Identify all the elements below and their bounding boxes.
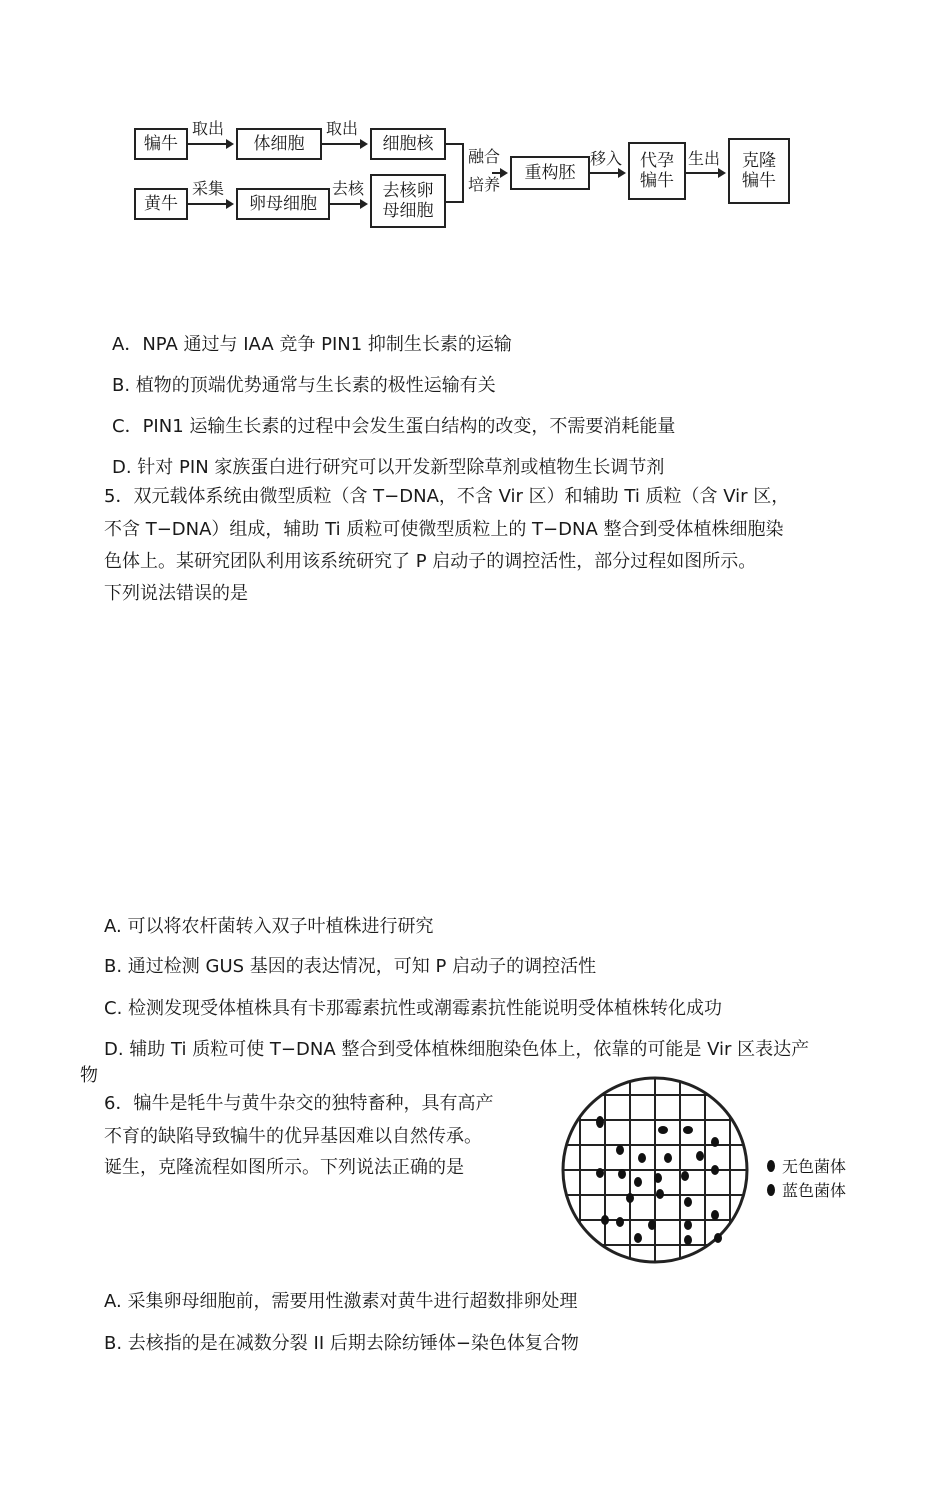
enucleated-oocyte-line2: 母细胞 — [382, 201, 434, 221]
arrow-oocyte-enucleated — [330, 203, 366, 205]
legend-blue-label: 蓝色菌体 — [782, 1181, 847, 1200]
label-culture: 培养 — [468, 175, 501, 194]
q6-stem-line1: 6．犏牛是牦牛与黄牛杂交的独特畜种，具有高产 — [104, 1093, 494, 1114]
q6-option-a: A. 采集卵母细胞前，需要用性激素对黄牛进行超数排卵处理 — [104, 1291, 578, 1312]
q6-option-b: B. 去核指的是在减数分裂 II 后期去除纺锤体−染色体复合物 — [104, 1333, 579, 1354]
merge-line-top — [446, 143, 462, 145]
label-fusion: 融合 — [468, 147, 501, 166]
arrow-surrogate-clone — [686, 172, 724, 174]
box-clone — [728, 138, 790, 204]
q5-stem-line3: 色体上。某研究团队利用该系统研究了 P 启动子的调控活性，部分过程如图所示。 — [104, 551, 757, 572]
clone-line2: 犏牛 — [742, 171, 776, 191]
box-reconstructed-embryo: 重构胚 — [510, 156, 590, 190]
q5-option-d-wrap: 物 — [80, 1065, 98, 1086]
label-take-out-1: 取出 — [192, 119, 225, 138]
q5-stem-line4: 下列说法错误的是 — [104, 583, 248, 604]
q5-option-d: D. 辅助 Ti 质粒可使 T−DNA 整合到受体植株细胞染色体上，依靠的可能是 Vir 区表达产 — [104, 1039, 810, 1060]
enucleated-oocyte-line1: 去核卵 — [382, 181, 434, 201]
q4-option-d: D. 针对 PIN 家族蛋白进行研究可以开发新型除草剂或植物生长调节剂 — [112, 457, 665, 478]
box-enucleated-oocyte — [370, 174, 446, 228]
merge-line-bottom — [446, 201, 462, 203]
q4-option-c: C．PIN1 运输生长素的过程中会发生蛋白结构的改变，不需要消耗能量 — [112, 416, 676, 437]
label-collect: 采集 — [192, 179, 225, 198]
q5-stem-line1: 5．双元载体系统由微型质粒（含 T−DNA，不含 Vir 区）和辅助 Ti 质粒（含 Vir 区， — [104, 486, 790, 507]
q6-stem-line3: 诞生，克隆流程如图所示。下列说法正确的是 — [104, 1157, 464, 1178]
legend-colorless-marker — [767, 1160, 775, 1172]
surrogate-line2: 犏牛 — [640, 171, 674, 191]
legend-blue-marker — [767, 1184, 775, 1196]
q4-option-a: A．NPA 通过与 IAA 竞争 PIN1 抑制生长素的运输 — [112, 334, 512, 355]
label-transfer: 移入 — [590, 149, 623, 168]
cloning-flowchart — [120, 112, 800, 252]
surrogate-line1: 代孕 — [640, 151, 674, 171]
q5-option-b: B. 通过检测 GUS 基因的表达情况，可知 P 启动子的调控活性 — [104, 956, 597, 977]
box-somatic-cell: 体细胞 — [236, 128, 322, 160]
q6-stem-line2: 不育的缺陷导致犏牛的优异基因难以自然传承。 — [104, 1126, 482, 1147]
arrow-somatic-nucleus — [322, 143, 366, 145]
arrow-fusion-embryo — [492, 172, 506, 174]
arrow-cattle-oocyte — [188, 203, 232, 205]
merge-line-vertical — [462, 143, 464, 203]
q5-stem-line2: 不含 T−DNA）组成，辅助 Ti 质粒可使微型质粒上的 T−DNA 整合到受体植株细胞染 — [104, 519, 784, 540]
q4-option-b: B. 植物的顶端优势通常与生长素的极性运输有关 — [112, 375, 496, 396]
box-yak: 犏牛 — [134, 128, 188, 160]
label-take-out-2: 取出 — [326, 119, 359, 138]
legend-colorless-label: 无色菌体 — [782, 1157, 847, 1176]
box-oocyte: 卵母细胞 — [236, 188, 330, 220]
box-cattle: 黄牛 — [134, 188, 188, 220]
box-surrogate — [628, 142, 686, 200]
colony-dish-figure — [560, 1070, 870, 1280]
q5-option-a: A. 可以将农杆菌转入双子叶植株进行研究 — [104, 916, 434, 937]
clone-line1: 克隆 — [742, 151, 776, 171]
label-enucleate: 去核 — [332, 179, 365, 198]
box-nucleus: 细胞核 — [370, 128, 446, 160]
q5-option-c: C. 检测发现受体植株具有卡那霉素抗性或潮霉素抗性能说明受体植株转化成功 — [104, 998, 723, 1019]
arrow-yak-somatic — [188, 143, 232, 145]
arrow-embryo-surrogate — [590, 172, 624, 174]
label-birth: 生出 — [688, 149, 721, 168]
